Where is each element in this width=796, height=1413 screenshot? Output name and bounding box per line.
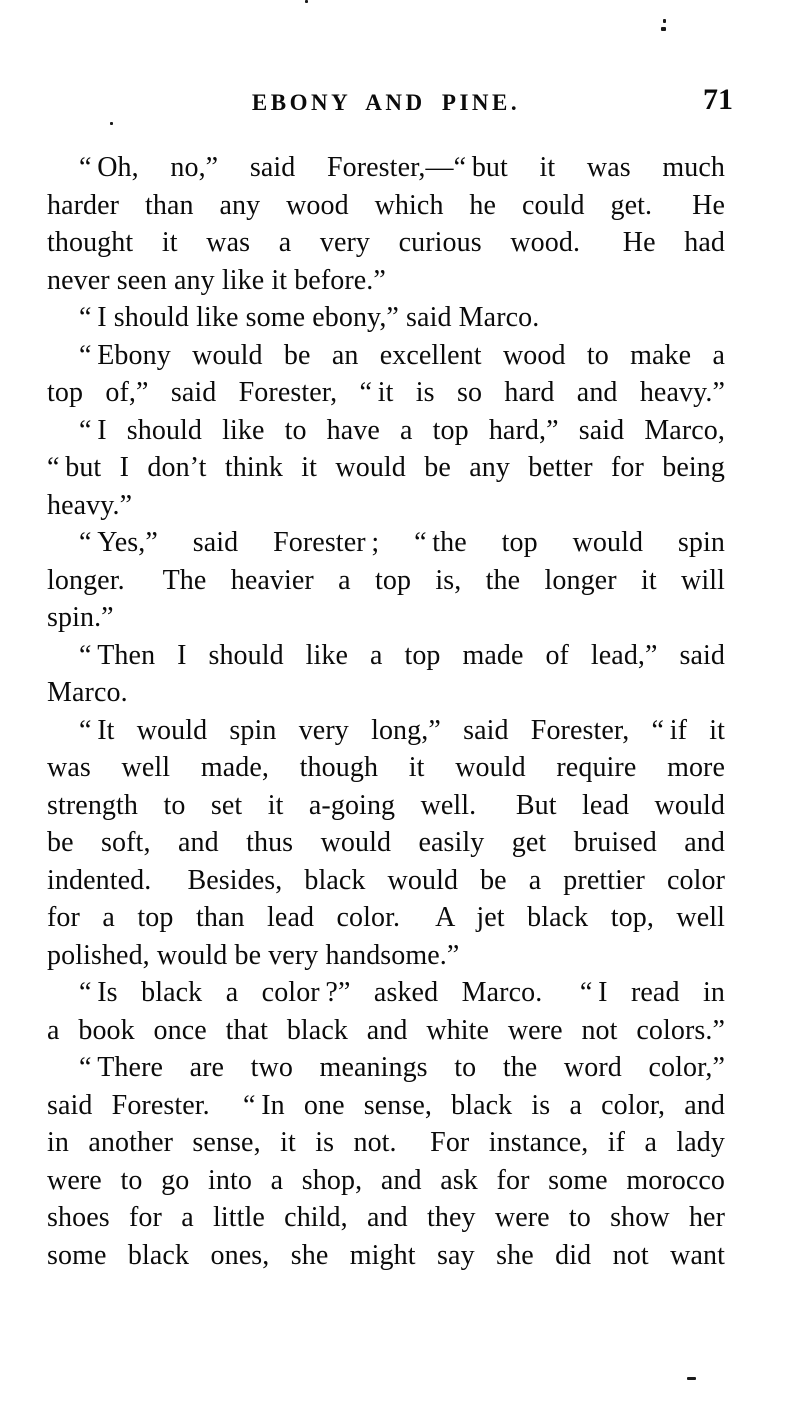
text-line: heavy.” [47, 489, 133, 521]
paragraph [47, 524, 725, 637]
text-line: be soft, and thus would easily get bruised and [47, 827, 725, 858]
text-line: said Forester. “ In one sense, black is a color, and [47, 1089, 725, 1121]
paragraph [47, 149, 725, 299]
paragraph [47, 1049, 725, 1274]
paragraph [47, 712, 725, 975]
paragraph [47, 637, 725, 712]
text-line: “ I should like some ebony,” said Marco. [79, 302, 540, 333]
ink-speck [663, 19, 666, 23]
text-line: “ It would spin very long,” said Forester, “ if it [79, 714, 725, 746]
text-line: “ There are two meanings to the word color,” [79, 1052, 725, 1083]
running-head [47, 83, 733, 130]
text-line: was well made, though it would require more [47, 752, 725, 783]
text-line: Marco. [47, 677, 128, 708]
paragraph [47, 412, 725, 525]
text-line: spin.” [47, 602, 114, 633]
text-line: shoes for a little child, and they were to show her [47, 1202, 725, 1233]
page-number: 71 [703, 83, 733, 116]
text-line: thought it was a very curious wood. He had [47, 227, 725, 258]
text-line: “ but I don’t think it would be any better for being [47, 452, 725, 483]
text-line: polished, would be very handsome.” [47, 939, 460, 971]
text-line: “ Ebony would be an excellent wood to make a [79, 339, 725, 371]
ink-speck [305, 0, 308, 3]
text-line: strength to set it a-going well. But lead would [47, 789, 725, 821]
text-line: for a top than lead color. A jet black top, well [47, 902, 725, 933]
text-line: “ Yes,” said Forester ; “ the top would spin [79, 527, 725, 558]
text-line: “ Is black a color ?” asked Marco. “ I read in [79, 977, 725, 1008]
text-line: indented. Besides, black would be a prettier color [47, 864, 725, 896]
text-line: “ I should like to have a top hard,” said Marco, [79, 414, 725, 446]
text-line: in another sense, it is not. For instance, if a lady [47, 1127, 725, 1158]
text-line: never seen any like it before.” [47, 264, 386, 296]
page-header-title: EBONY AND PINE. [251, 90, 521, 115]
text-line: longer. The heavier a top is, the longer it will [47, 564, 725, 596]
text-line: “ Oh, no,” said Forester,—“ but it was much [79, 152, 725, 183]
text-line: a book once that black and white were not colors.” [47, 1014, 725, 1046]
text-line: “ Then I should like a top made of lead,” said [79, 639, 725, 671]
ink-speck [687, 1377, 696, 1380]
text-line: top of,” said Forester, “ it is so hard and heavy.” [47, 377, 725, 408]
paragraph [47, 299, 725, 337]
ink-speck [661, 27, 666, 31]
text-line: were to go into a shop, and ask for some morocco [47, 1164, 725, 1196]
page-text [47, 149, 725, 1274]
paragraph [47, 337, 725, 412]
text-line: some black ones, she might say she did not want [47, 1239, 725, 1271]
text-line: harder than any wood which he could get. He [47, 189, 725, 221]
ink-speck [110, 122, 113, 125]
paragraph [47, 974, 725, 1049]
